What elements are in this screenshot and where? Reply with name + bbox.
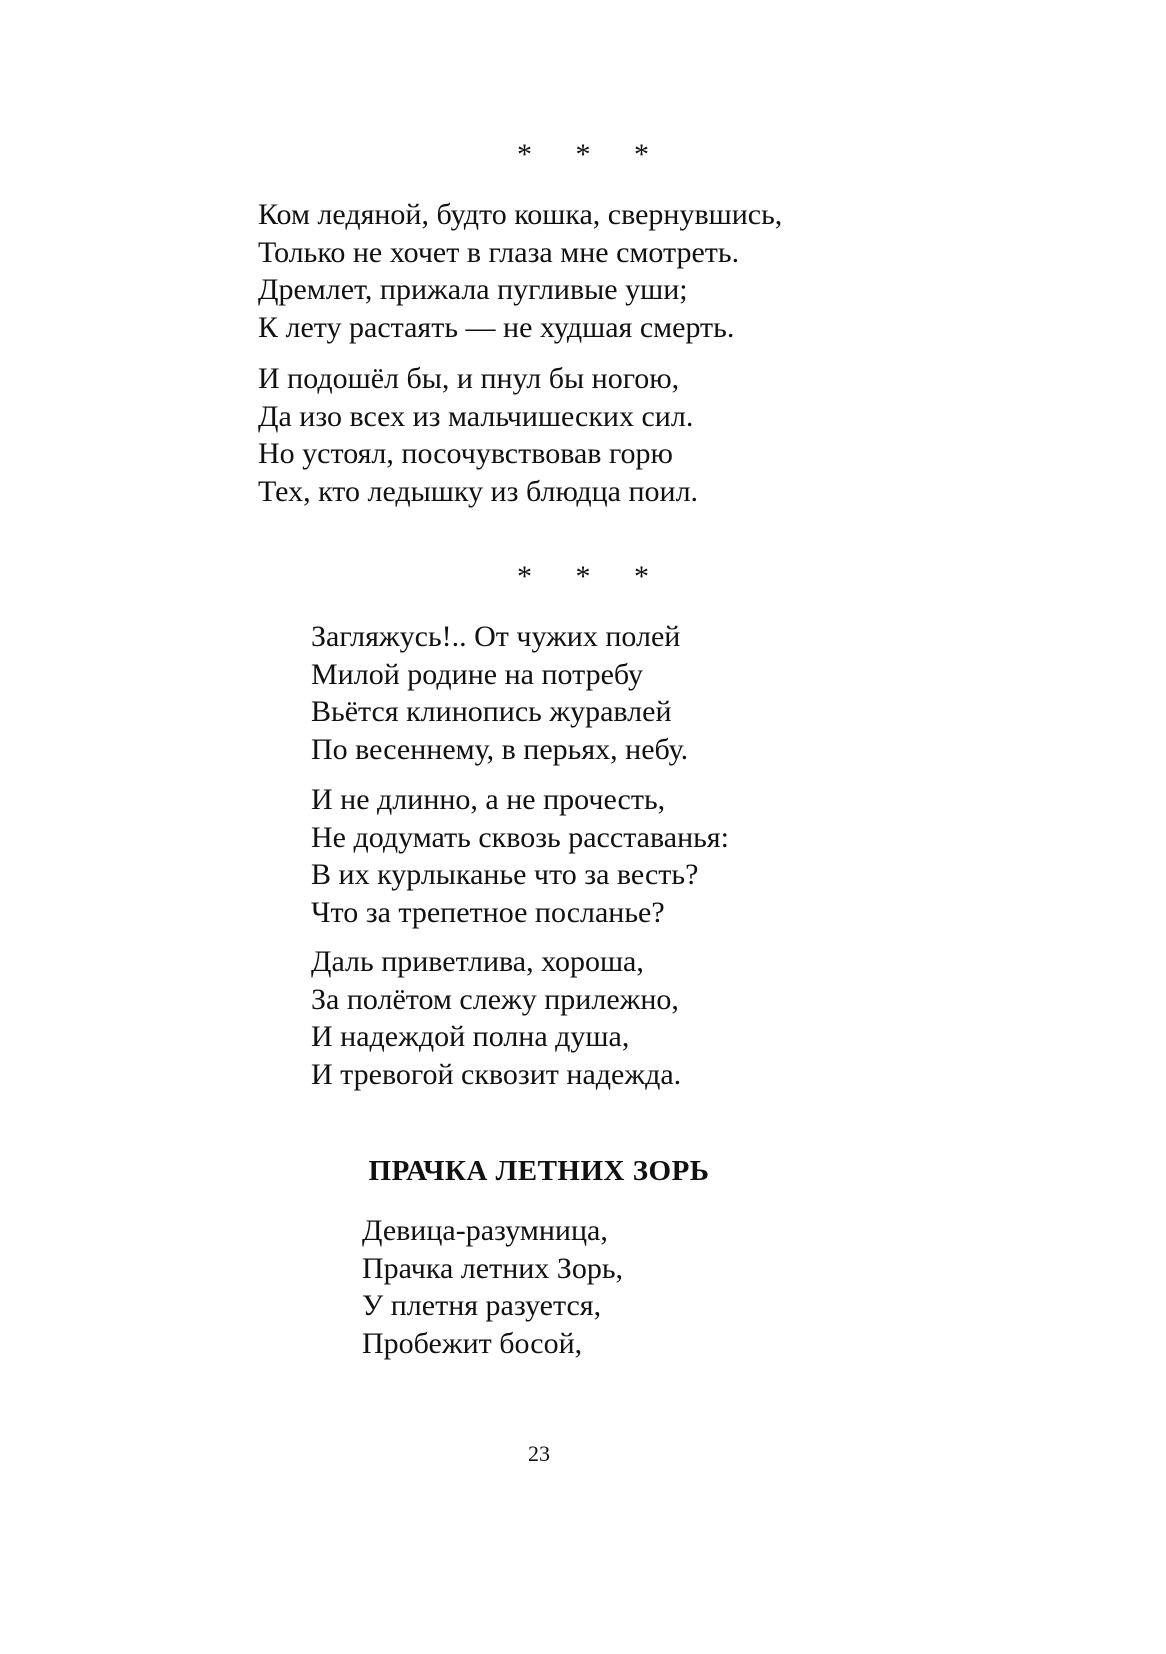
- poem-line: По весеннему, в перьях, небу.: [311, 732, 689, 766]
- poem2-separator: * * *: [517, 560, 667, 593]
- poem-line: Ком ледяной, будто кошка, свернувшись,: [258, 198, 783, 231]
- poem-line: Милой родине на потребу: [311, 657, 644, 691]
- poem-line: Но устоял, посочувствовав горю: [258, 437, 673, 470]
- poem-line: Девица-разумница,: [362, 1214, 608, 1247]
- poem-line: И тревогой сквозит надежда.: [311, 1057, 682, 1091]
- poem-line: За полётом слежу прилежно,: [311, 982, 679, 1016]
- poem-line: Загляжусь!.. От чужих полей: [311, 620, 681, 653]
- poem-line: Да изо всех из мальчишеских сил.: [258, 399, 694, 433]
- poem-line: Прачка летних Зорь,: [362, 1251, 624, 1285]
- poem-line: И подошёл бы, и пнул бы ногою,: [258, 362, 680, 395]
- poem2-stanza-3: [311, 943, 681, 1093]
- poem-line: И надеждой полна душа,: [311, 1020, 630, 1053]
- poem1-stanza-1: [258, 196, 782, 346]
- poem1-stanza-2: [258, 360, 698, 510]
- poem-line: И не длинно, а не прочесть,: [311, 783, 666, 816]
- poem1-separator: * * *: [517, 138, 667, 171]
- poem-line: К лету растаять — не худшая смерть.: [258, 310, 735, 344]
- poem3-title: ПРАЧКА ЛЕТНИХ ЗОРЬ: [368, 1155, 710, 1187]
- poem-line: У плетня разуется,: [362, 1289, 602, 1322]
- page-number: 23: [528, 1441, 550, 1466]
- poem-line: Дремлет, прижала пугливые уши;: [258, 273, 688, 306]
- poem-line: Только не хочет в глаза мне смотреть.: [258, 235, 740, 269]
- poem-line: Не додумать сквозь расставанья:: [311, 820, 729, 854]
- poem2-stanza-1: [311, 618, 688, 768]
- poem-line: В их курлыканье что за весть?: [311, 858, 699, 891]
- poem-line: Вьётся клинопись журавлей: [311, 695, 672, 728]
- poem-line: Тех, кто ледышку из блюдца поил.: [258, 474, 699, 508]
- poem3-stanza-1: [362, 1212, 623, 1362]
- poem2-stanza-2: [311, 781, 729, 931]
- poem-line: Пробежит босой,: [362, 1326, 583, 1360]
- poem-line: Что за трепетное посланье?: [311, 895, 665, 929]
- poem-line: Даль приветлива, хороша,: [311, 945, 644, 978]
